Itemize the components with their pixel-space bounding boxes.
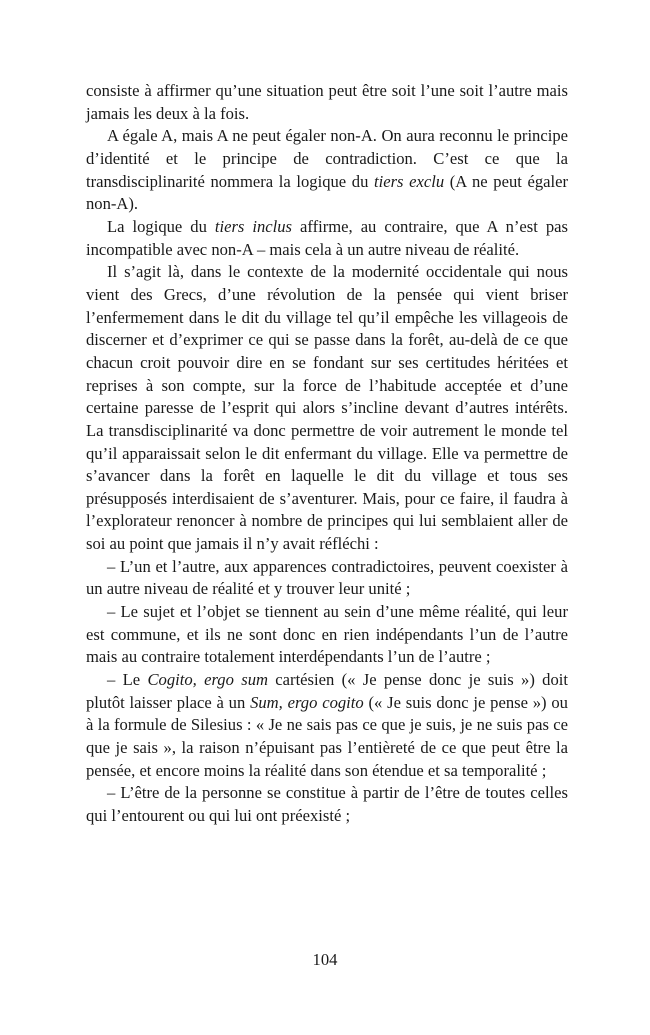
text-run: cartésien (« Je pense donc je suis ») doit plutôt laisser place à un — [86, 670, 568, 712]
text-run: A égale A, mais A ne peut égaler non-A. On aura reconnu le principe d’identité et le principe de contradiction. C’est ce que la transdisciplinarité nommera la logique du — [86, 126, 568, 191]
text-run: – L’être de la personne se constitue à partir de l’être de toutes celles qui l’entourent ou qui lui ont préexisté ; — [86, 783, 568, 825]
text-run: – L’un et l’autre, aux apparences contradictoires, peuvent coexister à un autre niveau de réalité et y trouver leur unité ; — [86, 556, 568, 599]
paragraph — [86, 80, 568, 125]
text-run: (« Je suis donc je pense ») ou à la formule de Silesius : « Je ne sais pas ce que je suis, je ne suis pas ce que je sais », la raison n’épuisant pas l’entièreté de ce que peut être la pensée, et encore moins la réalité dans son étendue et sa temporalité ; — [86, 692, 568, 780]
italic-phrase: Cogito, ergo sum — [147, 670, 268, 690]
italic-phrase: tiers inclus — [214, 216, 293, 236]
paragraph — [86, 782, 568, 827]
paragraph — [86, 601, 568, 669]
paragraph — [86, 125, 568, 216]
text-run: Il s’agit là, dans le contexte de la modernité occidentale qui nous vient des Grecs, d’une révolution de la pensée qui vient briser l’enfermement dans le dit du village tel qu’il empêche les villageois de discerner et d’exprimer ce qui se passe dans la forêt, au-delà de ce que chacun croit pouvoir dire en se fondant sur ses certitudes héritées et reprises à son compte, sur la force de l’habitude acceptée et d’une certaine paresse de l’esprit qui alors s’incline devant d’autres intérêts. La transdisciplinarité va donc permettre de voir autrement le monde tel qu’il apparaissait selon le dit enfermant du village. Elle va permettre de s’avancer dans la forêt en laquelle le dit du village et tous ses présupposés interdisaient de s’aventurer. Mais, pour ce faire, il faudra à l’explorateur renoncer à nombre de principes qui lui semblaient aller de soi au point que jamais il n’y avait réfléchi : — [86, 262, 568, 554]
text-run: consiste à affirmer qu’une situation peut être soit l’une soit l’autre mais jamais les deux à la fois. — [86, 81, 568, 123]
text-run: La logique du — [107, 216, 215, 236]
text-run: affirme, au contraire, que A n’est pas incompatible avec non-A – mais cela à un autre niveau de réalité. — [86, 216, 568, 259]
paragraph — [86, 669, 568, 782]
paragraph — [86, 216, 568, 261]
text-run: (A ne peut égaler non-A). — [86, 171, 569, 214]
page-number: 104 — [312, 950, 338, 969]
italic-phrase: Sum, ergo cogito — [250, 692, 364, 712]
paragraph — [86, 556, 568, 601]
text-run: – Le sujet et l’objet se tiennent au sein d’une même réalité, qui leur est commune, et ils ne sont donc en rien indépendants l’un de l’autre mais au contraire totalement interdépendants l’un de l’autre ; — [86, 602, 568, 667]
body-text — [86, 80, 568, 828]
text-run: – Le — [107, 670, 148, 690]
italic-phrase: tiers exclu — [374, 171, 445, 191]
paragraph — [86, 261, 568, 556]
